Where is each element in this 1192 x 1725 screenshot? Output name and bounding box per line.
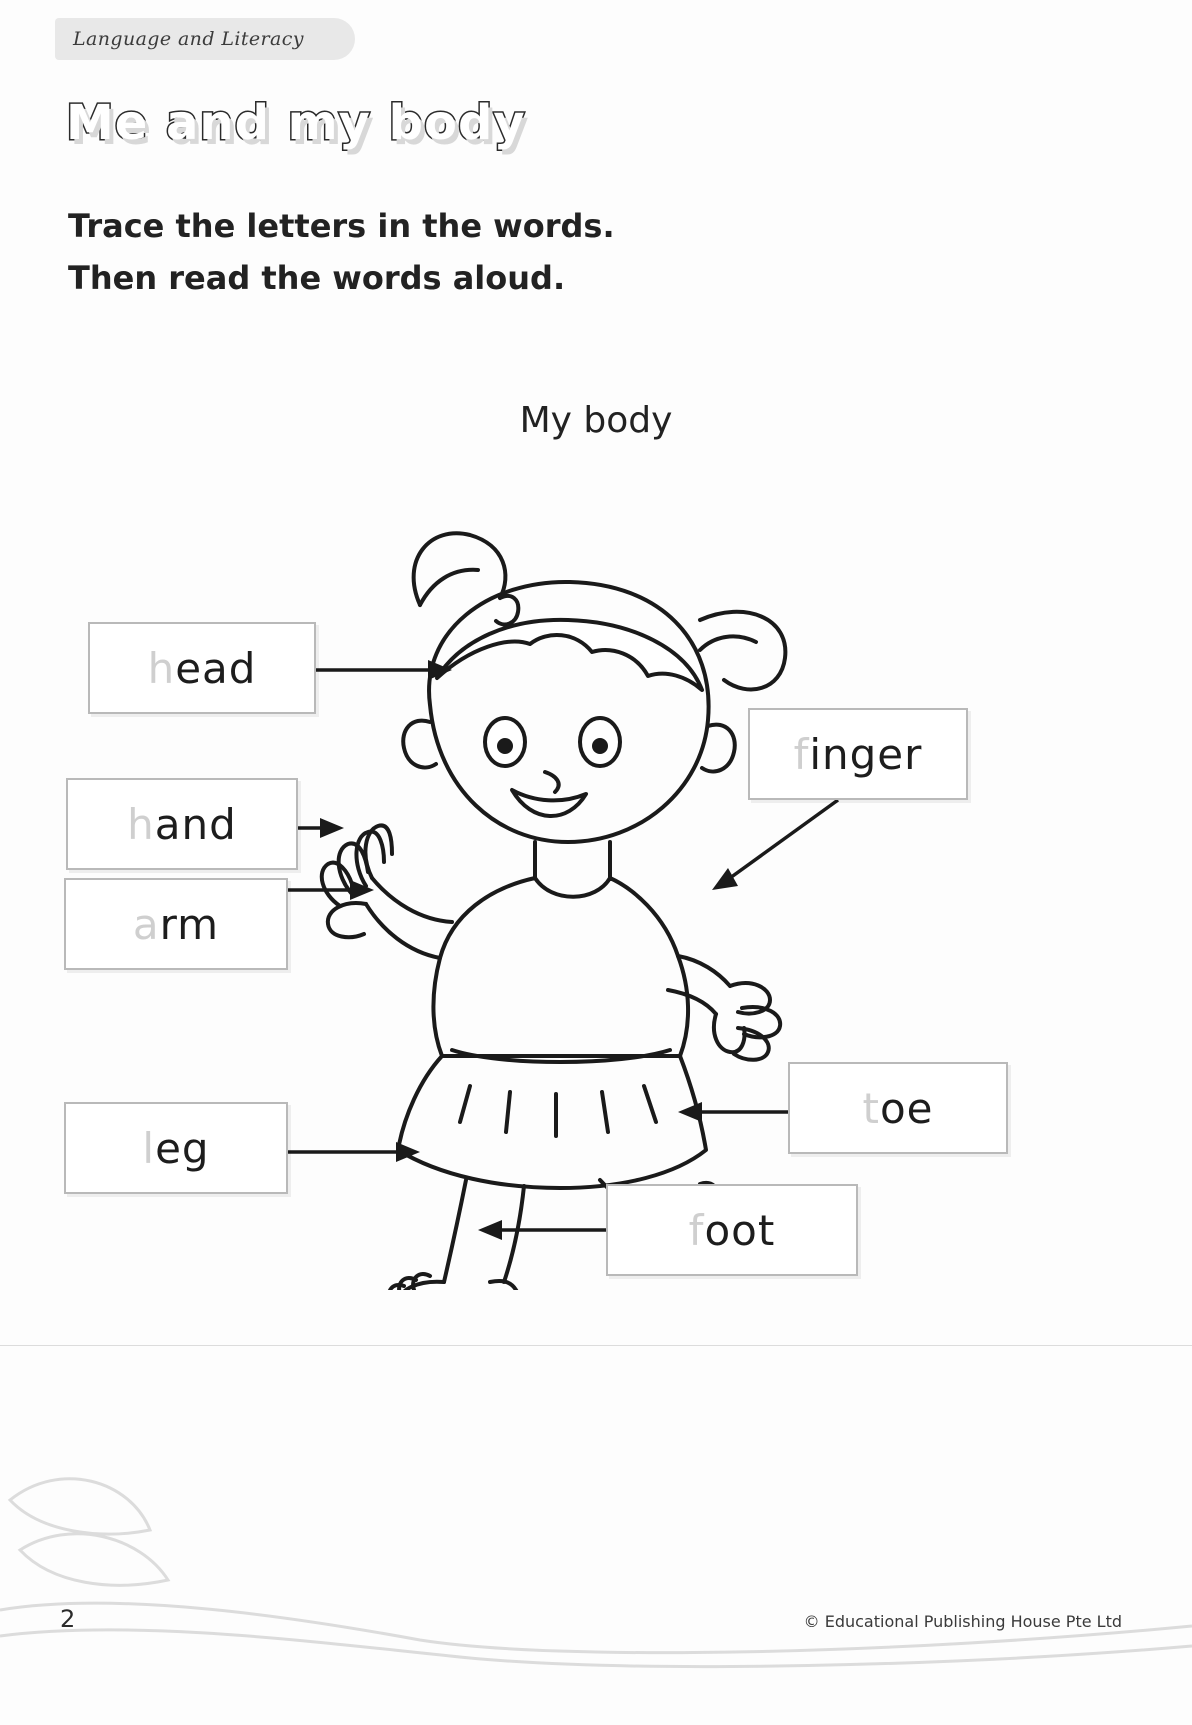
- instruction-line-1: Trace the letters in the words.: [68, 207, 615, 245]
- label-trace-toe: t: [862, 1083, 880, 1133]
- page-title: Me and my body: [66, 95, 526, 151]
- label-trace-foot: f: [688, 1205, 705, 1255]
- instructions: [68, 200, 615, 304]
- subject-tab-label: Language and Literacy: [73, 28, 304, 50]
- activity-heading: My body: [519, 400, 673, 441]
- label-rest-toe: oe: [879, 1083, 934, 1133]
- label-box-head[interactable]: [88, 622, 316, 714]
- label-rest-finger: inger: [809, 729, 923, 779]
- footer-decoration: [0, 1440, 1192, 1670]
- copyright-notice: © Educational Publishing House Pte Ltd: [803, 1612, 1122, 1631]
- label-box-foot[interactable]: [606, 1184, 858, 1276]
- label-rest-hand: and: [154, 799, 237, 849]
- label-box-hand[interactable]: [66, 778, 298, 870]
- instruction-line-2: Then read the words aloud.: [68, 259, 566, 297]
- footer-divider: [0, 1345, 1192, 1346]
- label-rest-leg: eg: [155, 1123, 210, 1173]
- label-rest-head: ead: [175, 643, 257, 693]
- body-diagram: [0, 490, 1192, 1290]
- label-rest-arm: rm: [159, 899, 220, 949]
- label-box-arm[interactable]: [64, 878, 288, 970]
- label-box-leg[interactable]: [64, 1102, 288, 1194]
- label-rest-foot: oot: [704, 1205, 776, 1255]
- label-trace-arm: a: [132, 899, 160, 949]
- label-trace-leg: l: [142, 1123, 156, 1173]
- label-trace-head: h: [147, 643, 176, 693]
- label-box-finger[interactable]: [748, 708, 968, 800]
- label-trace-hand: h: [127, 799, 155, 849]
- label-box-toe[interactable]: [788, 1062, 1008, 1154]
- label-trace-finger: f: [793, 729, 810, 779]
- page-number: 2: [60, 1605, 76, 1633]
- subject-tab: [55, 18, 355, 60]
